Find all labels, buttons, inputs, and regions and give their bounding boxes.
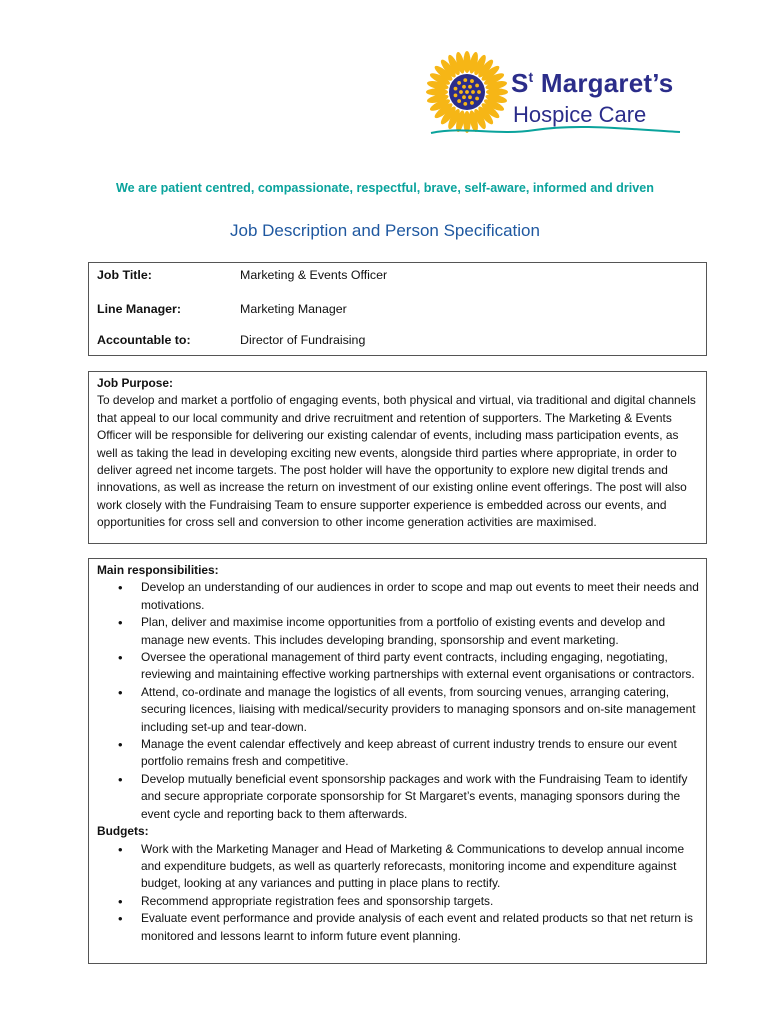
responsibilities-heading: Main responsibilities: (97, 563, 219, 577)
list-item: • Evaluate event performance and provide analysis of each event and related products so that net return is monitored and lessons learnt to inform future event planning. (97, 910, 699, 945)
job-title-value: Marketing & Events Officer (240, 268, 388, 282)
accountable-to-value: Director of Fundraising (240, 333, 366, 347)
job-purpose-heading: Job Purpose: (97, 376, 173, 390)
list-item: • Manage the event calendar effectively and keep abreast of current industry trends to ensure our event portfolio remains fresh and competitive. (97, 736, 699, 771)
list-item: • Attend, co-ordinate and manage the logistics of all events, from sourcing venues, arranging catering, securing licences, liaising with medical/security providers to managing sponsors and on-site management including set-up and tear-down. (97, 684, 699, 736)
logo-name: $S^t$ Margaret’s (511, 68, 674, 98)
budgets-heading: Budgets: (97, 824, 149, 839)
list-item: • Develop an understanding of our audiences in order to scope and map out events to meet their needs and motivations. (97, 579, 699, 614)
accountable-to-row (97, 333, 697, 349)
list-item: • Work with the Marketing Manager and Head of Marketing & Communications to develop annual income and expenditure budgets, as well as quarterly reforecasts, monitoring income and expenditure against budget, looking at any variances and putting in place plans to rectify. (97, 841, 699, 893)
budgets-list (97, 841, 699, 945)
job-details-table (88, 262, 707, 356)
line-manager-row (97, 302, 697, 318)
organisation-logo (425, 50, 685, 138)
document-title: Job Description and Person Specification (230, 221, 540, 240)
job-purpose-text: To develop and market a portfolio of engaging events, both physical and virtual, via traditional and digital channels that appeal to our local community and drive recruitment and retention of supporters. The Marketing & Events Officer will be responsible for delivering our existing calendar of events, including mass participation events, as well as taking the lead in developing exciting new events, alongside third parties where appropriate, in order to deliver agreed net income targets. The post holder will have the opportunity to explore new digital trends and innovations, as well as increase the return on investment of our existing online event offerings. The post will also work closely with the Fundraising Team to ensure supporter experience is embedded across our events, and opportunities for cross sell and conversion to other income generation activities are maximised. (97, 393, 696, 530)
sunflower-icon (425, 50, 509, 134)
job-purpose-section (88, 371, 707, 544)
list-item: • Develop mutually beneficial event sponsorship packages and work with the Fundraising Team to identify and secure appropriate corporate sponsorship for St Margaret’s events, managing sponsors during the event cycle and reporting back to them afterwards. (97, 771, 699, 823)
list-item: • Recommend appropriate registration fees and sponsorship targets. (97, 893, 699, 910)
logo-subtitle: Hospice Care (513, 102, 647, 127)
logo-underline-swash (425, 124, 685, 138)
line-manager-label: Line Manager: (97, 302, 181, 316)
organisation-values: We are patient centred, compassionate, respectful, brave, self-aware, informed and driven (116, 181, 654, 195)
responsibilities-section (88, 558, 707, 964)
line-manager-value: Marketing Manager (240, 302, 347, 316)
job-title-label: Job Title: (97, 268, 152, 282)
list-item: • Oversee the operational management of third party event contracts, including engaging, negotiating, reviewing and maintaining effective working partnerships with external event organisations or contractors. (97, 649, 699, 684)
accountable-to-label: Accountable to: (97, 333, 191, 347)
responsibilities-list (97, 579, 699, 823)
list-item: • Plan, deliver and maximise income opportunities from a portfolio of existing events and develop and manage new events. This includes developing branding, sponsorship and event marketing. (97, 614, 699, 649)
job-title-row (97, 268, 697, 284)
